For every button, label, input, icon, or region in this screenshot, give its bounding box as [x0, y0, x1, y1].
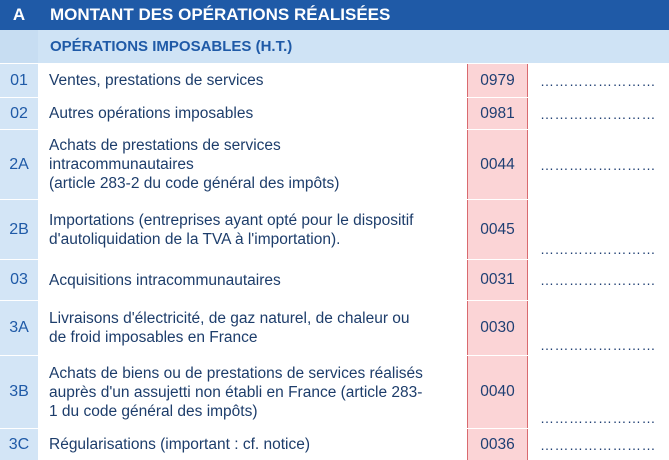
row-label-line: auprès d'un assujetti non établi en France (article 283-: [49, 383, 423, 401]
row-code: 0040: [467, 356, 528, 428]
row-label: [44, 130, 464, 199]
row-code: 0979: [467, 64, 528, 97]
table-row: [0, 428, 669, 460]
row-code: 0044: [467, 130, 528, 199]
amount-field[interactable]: [528, 64, 669, 97]
table-row: [0, 355, 669, 428]
row-number: 3A: [0, 301, 38, 355]
row-label: [44, 200, 464, 259]
table-row: [0, 259, 669, 300]
amount-field[interactable]: [528, 260, 669, 300]
table-row: [0, 300, 669, 355]
table-row: [0, 97, 669, 129]
table-row: [0, 129, 669, 199]
amount-field[interactable]: [528, 356, 669, 428]
row-label-line: Acquisitions intracommunautaires: [49, 271, 281, 289]
section-header: [0, 0, 669, 30]
row-label-line: 1 du code général des impôts): [49, 402, 258, 420]
row-label-line: de froid imposables en France: [49, 329, 258, 346]
row-number: 2B: [0, 200, 38, 259]
row-number: 3C: [0, 429, 38, 460]
row-number: 01: [0, 64, 38, 97]
amount-placeholder-dots: ……………………: [540, 72, 656, 89]
row-label-line: Achats de biens ou de prestations de services réalisés: [49, 364, 423, 382]
row-label: [44, 301, 464, 355]
amount-placeholder-dots: ……………………: [540, 272, 656, 288]
row-label-line: Livraisons d'électricité, de gaz naturel, de chaleur ou: [49, 310, 410, 327]
amount-placeholder-dots: ……………………: [540, 241, 656, 257]
row-number: 3B: [0, 356, 38, 428]
section-letter: A: [12, 5, 26, 24]
amount-field[interactable]: [528, 98, 669, 129]
amount-field[interactable]: [528, 130, 669, 199]
row-label: [44, 356, 464, 428]
table-row: [0, 63, 669, 97]
subsection-header: [0, 30, 669, 63]
row-number: 2A: [0, 130, 38, 199]
row-code: 0981: [467, 98, 528, 129]
amount-placeholder-dots: ……………………: [540, 156, 656, 173]
amount-field[interactable]: [528, 301, 669, 355]
row-code: 0045: [467, 200, 528, 259]
table-row: [0, 199, 669, 259]
row-label-line: Régularisations (important : cf. notice): [49, 436, 311, 453]
row-code: 0036: [467, 429, 528, 460]
row-label: [44, 260, 464, 300]
section-title: MONTANT DES OPÉRATIONS RÉALISÉES: [50, 5, 391, 24]
row-label-line: intracommunautaires: [49, 156, 194, 173]
amount-placeholder-dots: ……………………: [540, 410, 656, 426]
row-label-line: Autres opérations imposables: [49, 105, 254, 122]
row-label-line: Importations (entreprises ayant opté pour le dispositif: [49, 211, 414, 229]
row-label-line: Ventes, prestations de services: [49, 72, 264, 89]
amount-field[interactable]: [528, 200, 669, 259]
row-label: [44, 98, 464, 129]
row-code: 0031: [467, 260, 528, 300]
row-number: 03: [0, 260, 38, 300]
subsection-title: OPÉRATIONS IMPOSABLES (H.T.): [50, 38, 293, 55]
row-label-line: d'autoliquidation de la TVA à l'importation).: [49, 230, 341, 248]
row-label: [44, 64, 464, 97]
subsection-left-cell: [0, 30, 38, 63]
row-number: 02: [0, 98, 38, 129]
row-label-line: Achats de prestations de services: [49, 137, 281, 154]
row-code: 0030: [467, 301, 528, 355]
amount-placeholder-dots: ……………………: [540, 105, 656, 122]
row-label: [44, 429, 464, 460]
amount-field[interactable]: [528, 429, 669, 460]
amount-placeholder-dots: ……………………: [540, 436, 656, 453]
row-label-line: (article 283-2 du code général des impôts): [49, 175, 340, 192]
amount-placeholder-dots: ……………………: [540, 337, 656, 353]
